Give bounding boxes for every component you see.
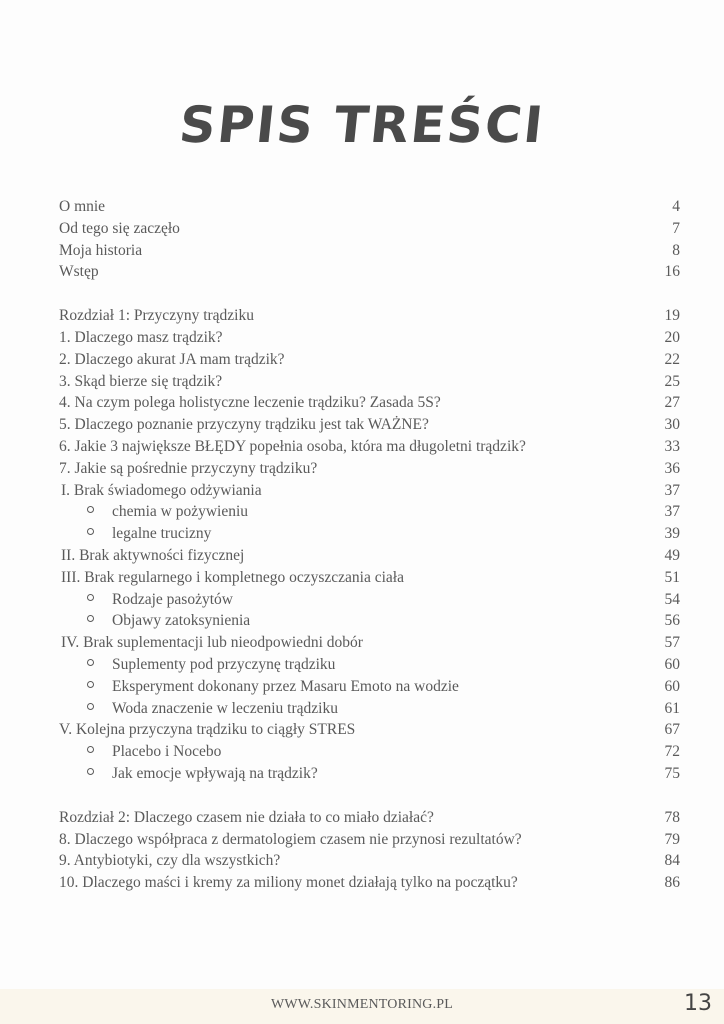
toc-entry-page: 61 (664, 699, 680, 717)
toc-entry[interactable] (59, 480, 680, 502)
toc-subentry[interactable] (59, 698, 680, 720)
toc-entry[interactable] (59, 218, 680, 240)
toc-entry-label: legalne trucizny (112, 525, 212, 543)
toc-entry-label: 10. Dlaczego maści i kremy za miliony monet działają tylko na początku? (59, 874, 518, 892)
toc-entry-page: 19 (664, 307, 680, 325)
toc-entry-page: 20 (664, 328, 680, 346)
toc-entry-page: 25 (664, 372, 680, 390)
toc-entry[interactable] (59, 371, 680, 393)
toc-subentry[interactable] (59, 654, 680, 676)
toc-entry-label: Wstęp (59, 263, 99, 281)
page-footer (0, 989, 724, 1024)
circle-bullet-icon (87, 528, 94, 535)
toc-entry-page: 78 (664, 808, 680, 826)
toc-entry-label: II. Brak aktywności fizycznej (61, 546, 245, 564)
toc-subentry[interactable] (59, 741, 680, 763)
circle-bullet-icon (87, 615, 94, 622)
toc-entry-page: 30 (664, 416, 680, 434)
website-url[interactable]: WWW.SKINMENTORING.PL (270, 997, 454, 1012)
toc-entry-page: 60 (664, 677, 680, 695)
toc-entry-page: 4 (672, 198, 680, 215)
toc-entry-label: Od tego się zaczęło (59, 219, 180, 237)
toc-entry-label: III. Brak regularnego i kompletnego oczyszczania ciała (61, 568, 404, 586)
toc-entry-page: 54 (664, 590, 680, 608)
toc-entry-page: 49 (664, 546, 680, 564)
toc-entry-page: 56 (664, 612, 680, 630)
toc-entry-page: 7 (672, 219, 680, 237)
circle-bullet-icon (87, 768, 94, 775)
toc-entry-page: 39 (664, 525, 680, 543)
section-gap (59, 785, 680, 807)
toc-entry-label: chemia w pożywieniu (112, 503, 249, 521)
toc-entry-label: Objawy zatoksynienia (112, 612, 251, 630)
toc-entry[interactable] (59, 196, 680, 218)
toc-subentry[interactable] (59, 523, 680, 545)
toc-entry-page: 75 (664, 764, 680, 782)
circle-bullet-icon (87, 594, 94, 601)
toc-subentry[interactable] (59, 501, 680, 523)
toc-entry-page: 57 (664, 634, 680, 652)
toc-entry-page: 51 (664, 568, 680, 586)
toc-entry[interactable] (59, 829, 680, 851)
toc-entry-label: 8. Dlaczego współpraca z dermatologiem czasem nie przynosi rezultatów? (59, 830, 522, 848)
toc-chapter-heading[interactable] (59, 807, 680, 829)
toc-entry-page: 72 (664, 743, 680, 761)
circle-bullet-icon (87, 681, 94, 688)
toc-chapter-heading[interactable] (59, 305, 680, 327)
toc-entry-page: 86 (664, 874, 680, 892)
toc-entry-label: O mnie (59, 198, 106, 215)
toc-entry-page: 22 (664, 350, 680, 368)
toc-entry[interactable] (59, 327, 680, 349)
toc-entry-label: IV. Brak suplementacji lub nieodpowiedni dobór (61, 634, 363, 652)
toc-entry-label: Suplementy pod przyczynę trądziku (112, 655, 336, 673)
toc-entry-page: 16 (664, 263, 680, 281)
toc-subentry[interactable] (59, 589, 680, 611)
toc-entry[interactable] (59, 545, 680, 567)
circle-bullet-icon (87, 746, 94, 753)
toc-entry[interactable] (59, 392, 680, 414)
toc-entry-label: 4. Na czym polega holistyczne leczenie trądziku? Zasada 5S? (59, 394, 441, 412)
toc-subentry[interactable] (59, 610, 680, 632)
toc-entry[interactable] (59, 719, 680, 741)
circle-bullet-icon (87, 659, 94, 666)
toc-entry-label: Rodzaje pasożytów (112, 590, 233, 608)
toc-entry-label: V. Kolejna przyczyna trądziku to ciągły STRES (59, 721, 356, 739)
toc-entry-label: Jak emocje wpływają na trądzik? (112, 764, 318, 782)
toc-entry-page: 37 (664, 481, 680, 499)
toc-entry-label: 1. Dlaczego masz trądzik? (59, 328, 223, 346)
toc-entry-label: Rozdział 2: Dlaczego czasem nie działa to co miało działać? (59, 808, 434, 826)
toc-subentry[interactable] (59, 763, 680, 785)
toc-entry-label: Eksperyment dokonany przez Masaru Emoto na wodzie (112, 677, 459, 695)
table-of-contents (59, 196, 680, 894)
toc-entry-label: Rozdział 1: Przyczyny trądziku (59, 307, 254, 325)
toc-entry-page: 67 (664, 721, 680, 739)
toc-entry-page: 60 (664, 655, 680, 673)
toc-entry-label: 6. Jakie 3 największe BŁĘDY popełnia osoba, która ma długoletni trądzik? (59, 437, 526, 455)
toc-entry[interactable] (59, 632, 680, 654)
toc-entry[interactable] (59, 850, 680, 872)
toc-entry-page: 33 (664, 437, 680, 455)
toc-entry-label: 2. Dlaczego akurat JA mam trądzik? (59, 350, 285, 368)
page-number: 13 (684, 991, 712, 1016)
circle-bullet-icon (87, 703, 94, 710)
toc-entry[interactable] (59, 240, 680, 262)
toc-entry[interactable] (59, 872, 680, 894)
toc-entry[interactable] (59, 436, 680, 458)
toc-entry-label: 3. Skąd bierze się trądzik? (59, 372, 223, 390)
toc-entry-page: 37 (664, 503, 680, 521)
toc-entry-page: 79 (664, 830, 680, 848)
toc-entry[interactable] (59, 261, 680, 283)
toc-entry-page: 27 (664, 394, 680, 412)
toc-entry-page: 36 (664, 459, 680, 477)
toc-entry[interactable] (59, 567, 680, 589)
toc-entry-page: 84 (664, 852, 680, 870)
toc-entry-label: Moja historia (59, 241, 143, 259)
toc-entry[interactable] (59, 349, 680, 371)
toc-entry-label: Woda znaczenie w leczeniu trądziku (112, 699, 338, 717)
page-title: SPIS TREŚCI (176, 96, 548, 154)
toc-entry-label: Placebo i Nocebo (112, 743, 222, 761)
toc-entry-label: 5. Dlaczego poznanie przyczyny trądziku jest tak WAŻNE? (59, 416, 429, 434)
section-gap (59, 283, 680, 305)
toc-entry-label: 7. Jakie są pośrednie przyczyny trądziku? (59, 459, 318, 477)
toc-entry-page: 8 (672, 241, 680, 259)
toc-entry-label: 9. Antybiotyki, czy dla wszystkich? (59, 852, 281, 870)
toc-entry[interactable] (59, 414, 680, 436)
toc-entry[interactable] (59, 458, 680, 480)
circle-bullet-icon (87, 506, 94, 513)
toc-entry-label: I. Brak świadomego odżywiania (61, 481, 262, 499)
toc-subentry[interactable] (59, 676, 680, 698)
